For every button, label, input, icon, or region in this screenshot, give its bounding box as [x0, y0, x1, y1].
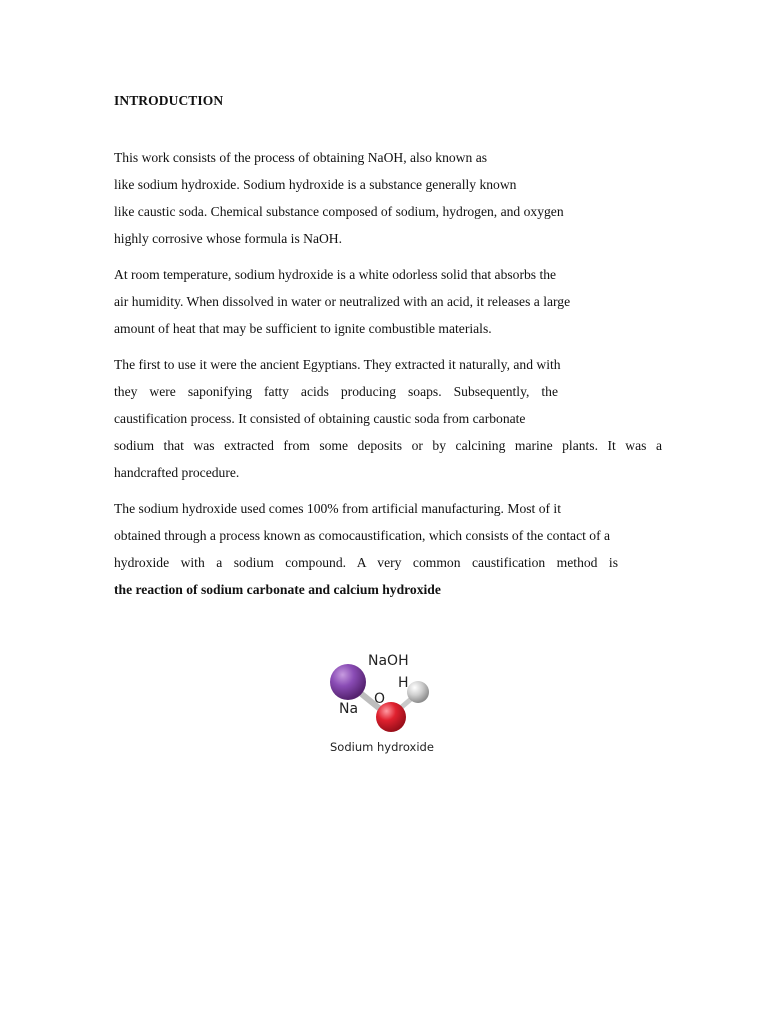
section-heading: INTRODUCTION: [114, 93, 224, 108]
sodium-label: Na: [339, 701, 359, 717]
paragraph-line: hydroxide with a sodium compound. A very common caustification method is: [114, 555, 618, 570]
paragraph-line: caustification process. It consisted of obtaining caustic soda from carbonate: [114, 411, 526, 426]
paragraph-line: The first to use it were the ancient Egyptians. They extracted it naturally, and with: [114, 357, 561, 372]
paragraph-line: At room temperature, sodium hydroxide is a white odorless solid that absorbs the: [114, 267, 557, 282]
sodium-atom: [330, 664, 366, 700]
formula-label: NaOH: [368, 653, 409, 669]
paragraph-line-bold: the reaction of sodium carbonate and calcium hydroxide: [114, 582, 441, 597]
paragraph-line: obtained through a process known as comocaustification, which consists of the contact of a: [114, 528, 611, 543]
sodium-hydroxide-molecule-figure: [320, 645, 450, 760]
figure-caption: Sodium hydroxide: [330, 740, 434, 754]
paragraph-line: highly corrosive whose formula is NaOH.: [114, 231, 343, 246]
paragraph-line: amount of heat that may be sufficient to ignite combustible materials.: [114, 321, 492, 336]
paragraph-line: sodium that was extracted from some deposits or by calcining marine plants. It was a: [114, 438, 662, 453]
paragraph-line: The sodium hydroxide used comes 100% from artificial manufacturing. Most of it: [114, 501, 561, 516]
hydrogen-label: H: [398, 675, 409, 691]
paragraph-line: like sodium hydroxide. Sodium hydroxide is a substance generally known: [114, 177, 517, 192]
paragraph-line: like caustic soda. Chemical substance composed of sodium, hydrogen, and oxygen: [114, 204, 564, 219]
hydrogen-atom: [407, 681, 429, 703]
paragraph-line: they were saponifying fatty acids producing soaps. Subsequently, the: [114, 384, 558, 399]
paragraph-line: handcrafted procedure.: [114, 465, 240, 480]
oxygen-label: O: [374, 691, 386, 707]
paragraph-line: air humidity. When dissolved in water or neutralized with an acid, it releases a large: [114, 294, 571, 309]
paragraph-line: This work consists of the process of obtaining NaOH, also known as: [114, 150, 488, 165]
